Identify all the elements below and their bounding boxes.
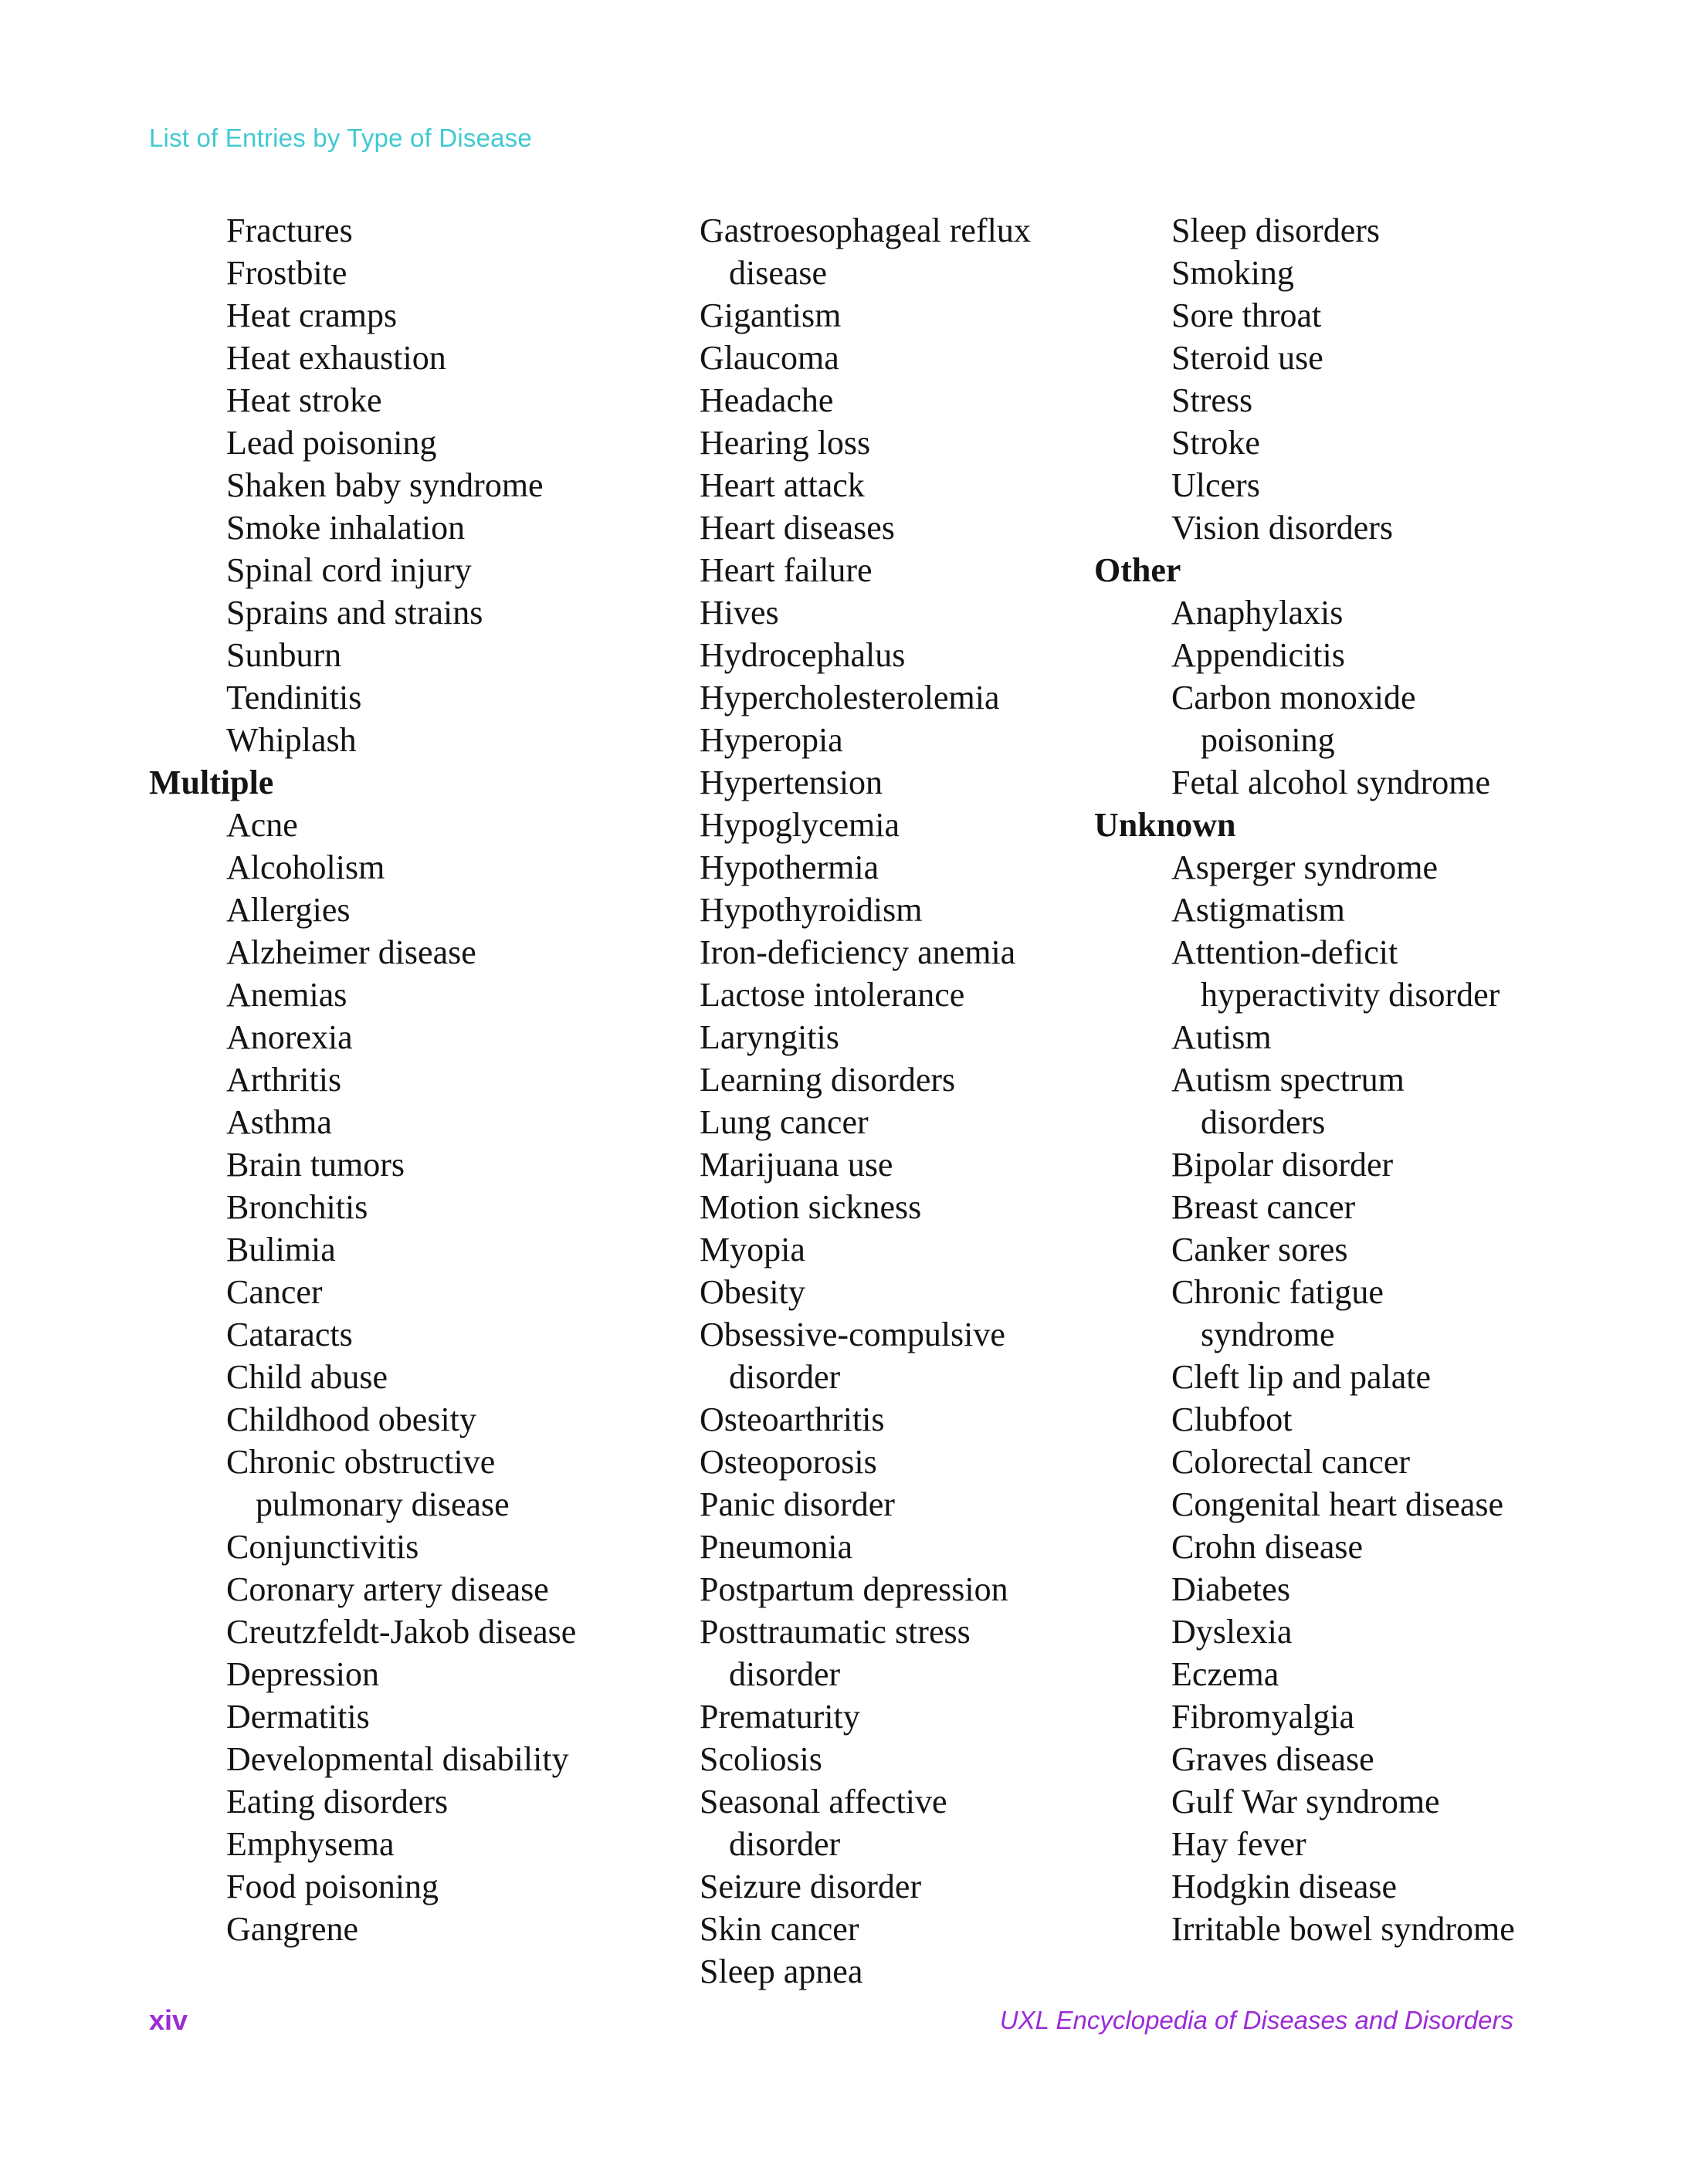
entry-item: [149, 422, 612, 464]
entry-label: Carbon monoxide: [1171, 679, 1416, 716]
entry-item: [1094, 464, 1557, 506]
entry-label: Emphysema: [226, 1825, 395, 1863]
entry-label: Pneumonia: [700, 1528, 852, 1566]
entry-item: [149, 974, 612, 1016]
entry-label: Gastroesophageal reflux: [700, 212, 1031, 249]
entry-item: [149, 889, 612, 931]
entry-label: Breast cancer: [1171, 1188, 1356, 1226]
entry-item: [622, 804, 1086, 846]
entry-label: Crohn disease: [1171, 1528, 1364, 1566]
entry-label: Hypercholesterolemia: [700, 679, 1000, 716]
entry-label-continuation: disorder: [729, 1358, 841, 1396]
entry-item: [149, 1695, 612, 1738]
entry-item: [1094, 422, 1557, 464]
entry-item: [622, 1271, 1086, 1313]
entry-item: [1094, 1865, 1557, 1908]
entry-item: [622, 846, 1086, 889]
entry-item: [1094, 634, 1557, 676]
entry-label: Alzheimer disease: [226, 933, 476, 971]
entry-item: [1094, 1143, 1557, 1186]
entry-item: [1094, 1483, 1557, 1526]
entry-item: [622, 506, 1086, 549]
entry-label: Skin cancer: [700, 1910, 859, 1948]
entry-label: Eating disorders: [226, 1783, 449, 1820]
entry-label: Hypothermia: [700, 848, 879, 886]
entry-label: Acne: [226, 806, 298, 844]
entry-item: [1094, 209, 1557, 252]
entry-label: Obesity: [700, 1273, 805, 1311]
entry-item: [622, 464, 1086, 506]
entry-label: Motion sickness: [700, 1188, 922, 1226]
entry-item: [1094, 1271, 1557, 1356]
entry-item: [1094, 252, 1557, 294]
entry-label-continuation: poisoning: [1201, 721, 1335, 759]
entry-label: Graves disease: [1171, 1740, 1374, 1778]
entry-label: Autism: [1171, 1018, 1272, 1056]
entry-item: [622, 549, 1086, 591]
entry-label: Bronchitis: [226, 1188, 368, 1226]
entry-item: [1094, 1058, 1557, 1143]
entry-label: Gigantism: [700, 296, 842, 334]
entry-label: Canker sores: [1171, 1231, 1348, 1268]
entry-label: Heat stroke: [226, 381, 382, 419]
entry-label: Sunburn: [226, 636, 342, 674]
entry-label: Hypertension: [700, 764, 883, 801]
entry-label: Sleep disorders: [1171, 212, 1381, 249]
entry-item: [622, 1526, 1086, 1568]
entry-label: Conjunctivitis: [226, 1528, 419, 1566]
entry-label-continuation: disorders: [1201, 1103, 1326, 1141]
entry-label: Anorexia: [226, 1018, 353, 1056]
entry-item: [149, 1186, 612, 1228]
entry-item: [1094, 506, 1557, 549]
entry-item: [622, 1780, 1086, 1865]
entry-item: [149, 1738, 612, 1780]
entry-item: [622, 1228, 1086, 1271]
entry-label: Fractures: [226, 212, 353, 249]
entry-item: [149, 1271, 612, 1313]
entry-label: Cleft lip and palate: [1171, 1358, 1431, 1396]
entry-item: [149, 634, 612, 676]
entry-label: Hypoglycemia: [700, 806, 900, 844]
entry-label: Colorectal cancer: [1171, 1443, 1411, 1481]
entry-label: Coronary artery disease: [226, 1570, 549, 1608]
entry-label: Prematurity: [700, 1698, 860, 1736]
entry-label: Hearing loss: [700, 424, 871, 462]
entry-item: [149, 1143, 612, 1186]
entry-label: Spinal cord injury: [226, 551, 472, 589]
entry-label: Hives: [700, 594, 779, 632]
entry-item: [1094, 1780, 1557, 1823]
entry-item: [149, 1653, 612, 1695]
entry-label: Tendinitis: [226, 679, 362, 716]
entry-label: Steroid use: [1171, 339, 1323, 377]
entry-label: Clubfoot: [1171, 1400, 1293, 1438]
entry-column-1: [149, 209, 612, 1950]
entry-item: [1094, 1908, 1557, 1950]
entry-item: [622, 1865, 1086, 1908]
entry-label: Astigmatism: [1171, 891, 1345, 929]
entry-item: [622, 1483, 1086, 1526]
entry-label: Smoking: [1171, 254, 1294, 292]
entry-label: Eczema: [1171, 1655, 1279, 1693]
entry-item: [149, 1058, 612, 1101]
entry-item: [622, 889, 1086, 931]
entry-item: [622, 1950, 1086, 1993]
entry-label: Irritable bowel syndrome: [1171, 1910, 1515, 1948]
entry-label: Osteoporosis: [700, 1443, 877, 1481]
entry-label: Creutzfeldt-Jakob disease: [226, 1613, 577, 1651]
entry-label: Depression: [226, 1655, 379, 1693]
entry-item: [1094, 1823, 1557, 1865]
entry-label: Panic disorder: [700, 1485, 895, 1523]
entry-item: [149, 294, 612, 337]
entry-item: [149, 1101, 612, 1143]
entry-label: Learning disorders: [700, 1061, 956, 1099]
entry-item: [149, 591, 612, 634]
entry-item: [149, 676, 612, 719]
entry-label: Heat exhaustion: [226, 339, 446, 377]
entry-label: Vision disorders: [1171, 509, 1394, 547]
entry-item: [622, 1908, 1086, 1950]
entry-label: Asperger syndrome: [1171, 848, 1438, 886]
entry-label: Anemias: [226, 976, 347, 1014]
entry-item: [149, 1356, 612, 1398]
entry-label: Stress: [1171, 381, 1253, 419]
entry-label: Obsessive-compulsive: [700, 1316, 1005, 1353]
entry-label: Allergies: [226, 891, 351, 929]
entry-item: [149, 549, 612, 591]
entry-item: [149, 252, 612, 294]
entry-item: [149, 1865, 612, 1908]
entry-item: [149, 1568, 612, 1610]
entry-item: [622, 1058, 1086, 1101]
entry-label: Chronic obstructive: [226, 1443, 496, 1481]
entry-label: Diabetes: [1171, 1570, 1290, 1608]
entry-item: [622, 1738, 1086, 1780]
entry-label: Scoliosis: [700, 1740, 822, 1778]
entry-label: Smoke inhalation: [226, 509, 466, 547]
entry-item: [149, 1780, 612, 1823]
entry-label: Brain tumors: [226, 1146, 405, 1184]
entry-label: Developmental disability: [226, 1740, 569, 1778]
entry-label: Hay fever: [1171, 1825, 1306, 1863]
entry-item: [622, 974, 1086, 1016]
entry-label-continuation: hyperactivity disorder: [1201, 976, 1500, 1014]
entry-label: Fibromyalgia: [1171, 1698, 1355, 1736]
entry-column-2: [622, 209, 1086, 1993]
entry-item: [622, 294, 1086, 337]
entry-label: Heat cramps: [226, 296, 398, 334]
entry-label: Posttraumatic stress: [700, 1613, 971, 1651]
entry-label-continuation: pulmonary disease: [256, 1485, 510, 1523]
entry-item: [1094, 1228, 1557, 1271]
entry-item: [622, 1398, 1086, 1441]
entry-label: Laryngitis: [700, 1018, 839, 1056]
entry-item: [1094, 1356, 1557, 1398]
entry-item: [1094, 1738, 1557, 1780]
entry-label: Shaken baby syndrome: [226, 466, 544, 504]
entry-item: [622, 931, 1086, 974]
entry-label: Seasonal affective: [700, 1783, 947, 1820]
entry-label: Glaucoma: [700, 339, 839, 377]
entry-item: [149, 1441, 612, 1526]
entry-item: [1094, 379, 1557, 422]
entry-item: [622, 422, 1086, 464]
entry-label: Arthritis: [226, 1061, 342, 1099]
entry-item: [149, 337, 612, 379]
entry-item: [1094, 761, 1557, 804]
entry-label: Lung cancer: [700, 1103, 869, 1141]
entry-item: [149, 1908, 612, 1950]
entry-label: Sleep apnea: [700, 1953, 863, 1990]
entry-label: Heart attack: [700, 466, 865, 504]
entry-label-continuation: disorder: [729, 1655, 841, 1693]
entry-label: Heart diseases: [700, 509, 895, 547]
entry-item: [149, 1398, 612, 1441]
entry-label: Fetal alcohol syndrome: [1171, 764, 1491, 801]
entry-item: [1094, 931, 1557, 1016]
entry-item: [1094, 294, 1557, 337]
entry-label: Child abuse: [226, 1358, 388, 1396]
entry-label: Iron-deficiency anemia: [700, 933, 1016, 971]
entry-item: [622, 591, 1086, 634]
entry-label: Gangrene: [226, 1910, 359, 1948]
entry-label: Ulcers: [1171, 466, 1260, 504]
entry-label: Dermatitis: [226, 1698, 370, 1736]
entry-label: Postpartum depression: [700, 1570, 1008, 1608]
entry-label: Bipolar disorder: [1171, 1146, 1394, 1184]
entry-item: [622, 1441, 1086, 1483]
entry-label-continuation: disease: [729, 254, 828, 292]
entry-item: [1094, 676, 1557, 761]
entry-label: Cancer: [226, 1273, 323, 1311]
entry-item: [1094, 1526, 1557, 1568]
entry-item: [149, 1823, 612, 1865]
entry-item: [149, 931, 612, 974]
entry-item: [1094, 1398, 1557, 1441]
entry-item: [1094, 1016, 1557, 1058]
entry-item: [622, 1016, 1086, 1058]
entry-label-continuation: syndrome: [1201, 1316, 1335, 1353]
entry-item: [622, 209, 1086, 294]
entry-label: Sore throat: [1171, 296, 1322, 334]
entry-label: Dyslexia: [1171, 1613, 1293, 1651]
entry-label: Osteoarthritis: [700, 1400, 885, 1438]
entry-label: Anaphylaxis: [1171, 594, 1344, 632]
entry-label: Chronic fatigue: [1171, 1273, 1384, 1311]
entry-label: Lead poisoning: [226, 424, 437, 462]
entry-label: Sprains and strains: [226, 594, 483, 632]
entry-item: [1094, 1568, 1557, 1610]
entry-item: [622, 676, 1086, 719]
entry-label: Headache: [700, 381, 834, 419]
entry-label: Frostbite: [226, 254, 347, 292]
entry-item: [622, 761, 1086, 804]
entry-item: [149, 1228, 612, 1271]
entry-item: [622, 1695, 1086, 1738]
entry-label: Childhood obesity: [226, 1400, 476, 1438]
entry-item: [149, 1016, 612, 1058]
entry-item: [149, 1313, 612, 1356]
entry-label-continuation: disorder: [729, 1825, 841, 1863]
page-number: xiv: [149, 2004, 188, 2036]
entry-label: Hodgkin disease: [1171, 1868, 1398, 1905]
entry-item: [622, 634, 1086, 676]
entry-label: Congenital heart disease: [1171, 1485, 1504, 1523]
entry-column-3: [1094, 209, 1557, 1950]
category-heading: Multiple: [149, 764, 274, 801]
entry-label: Marijuana use: [700, 1146, 893, 1184]
entry-item: [149, 209, 612, 252]
entry-item: [622, 1143, 1086, 1186]
entry-label: Lactose intolerance: [700, 976, 965, 1014]
entry-item: [1094, 846, 1557, 889]
entry-item: [622, 719, 1086, 761]
entry-item: [1094, 1695, 1557, 1738]
entry-label: Bulimia: [226, 1231, 336, 1268]
entry-item: [622, 337, 1086, 379]
entry-item: [149, 719, 612, 761]
entry-item: [1094, 337, 1557, 379]
entry-item: [622, 1568, 1086, 1610]
entry-label: Heart failure: [700, 551, 873, 589]
entry-item: [1094, 591, 1557, 634]
entry-label: Myopia: [700, 1231, 805, 1268]
entry-item: [1094, 1610, 1557, 1653]
entry-label: Hydrocephalus: [700, 636, 906, 674]
entry-item: [149, 846, 612, 889]
entry-label: Seizure disorder: [700, 1868, 922, 1905]
entry-label: Stroke: [1171, 424, 1260, 462]
entry-item: [149, 506, 612, 549]
entry-item: [149, 464, 612, 506]
entry-item: [622, 1610, 1086, 1695]
entry-item: [622, 379, 1086, 422]
entry-label: Appendicitis: [1171, 636, 1345, 674]
entry-item: [149, 379, 612, 422]
entry-item: [149, 804, 612, 846]
category-heading: Other: [1094, 551, 1181, 589]
entry-label: Hypothyroidism: [700, 891, 923, 929]
entry-item: [622, 1186, 1086, 1228]
entry-label: Whiplash: [226, 721, 357, 759]
entry-item: [1094, 1441, 1557, 1483]
entry-label: Gulf War syndrome: [1171, 1783, 1440, 1820]
entry-item: [1094, 1186, 1557, 1228]
book-title-footer: UXL Encyclopedia of Diseases and Disorders: [999, 2006, 1513, 2034]
entry-item: [622, 1101, 1086, 1143]
entry-label: Food poisoning: [226, 1868, 439, 1905]
running-head: List of Entries by Type of Disease: [149, 124, 532, 152]
entry-item: [1094, 1653, 1557, 1695]
entry-label: Autism spectrum: [1171, 1061, 1405, 1099]
entry-label: Alcoholism: [226, 848, 385, 886]
entry-label: Cataracts: [226, 1316, 353, 1353]
entry-label: Attention-deficit: [1171, 933, 1398, 971]
entry-label: Asthma: [226, 1103, 332, 1141]
entry-item: [1094, 889, 1557, 931]
category-heading: Unknown: [1094, 806, 1236, 844]
entry-item: [622, 1313, 1086, 1398]
entry-item: [149, 1526, 612, 1568]
entry-label: Hyperopia: [700, 721, 843, 759]
entry-item: [149, 1610, 612, 1653]
